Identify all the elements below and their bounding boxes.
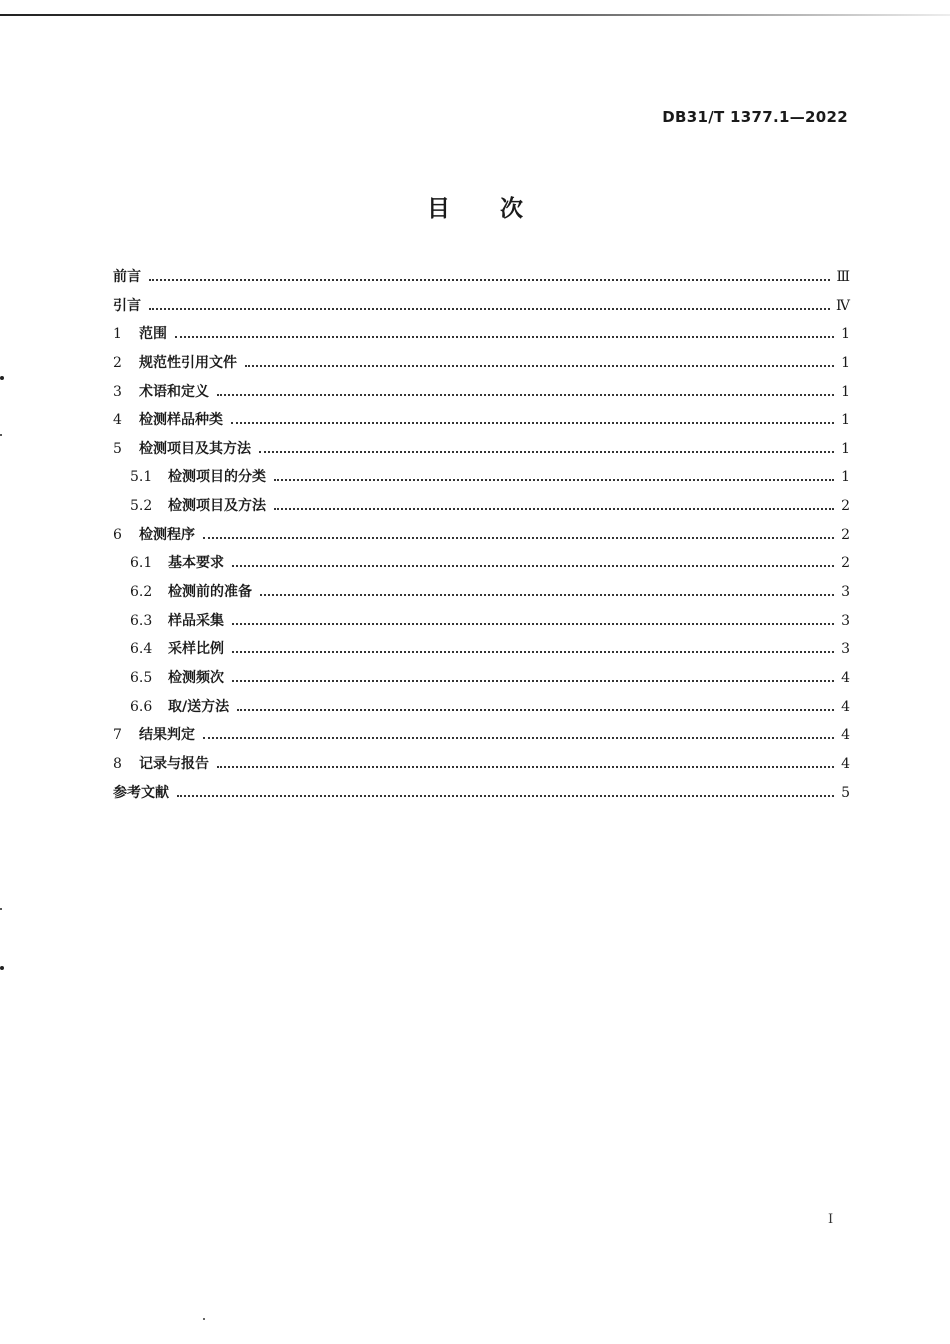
toc-entry[interactable] xyxy=(113,352,850,381)
toc-entry[interactable] xyxy=(113,753,850,782)
toc-entry-page: Ⅲ xyxy=(836,269,850,285)
toc-entry-number: 7 xyxy=(113,727,122,744)
toc-leader-dots xyxy=(177,795,834,797)
toc-entry-number: 6.1 xyxy=(130,555,153,572)
toc-leader-dots xyxy=(203,737,834,739)
toc-entry-title: 采样比例 xyxy=(168,641,224,658)
toc-leader-dots xyxy=(175,336,834,338)
toc-entry-title: 检测样品种类 xyxy=(139,412,223,429)
toc-leader-dots xyxy=(149,308,830,310)
toc-entry-title: 术语和定义 xyxy=(139,383,209,400)
toc-entry-page: 3 xyxy=(841,641,850,658)
margin-mark xyxy=(0,434,2,436)
toc-entry[interactable] xyxy=(113,466,850,495)
toc-entry-title: 检测项目及方法 xyxy=(168,498,266,515)
toc-entry-title: 取/送方法 xyxy=(168,698,230,715)
toc-entry[interactable] xyxy=(113,381,850,410)
table-of-contents xyxy=(113,266,850,810)
toc-leader-dots xyxy=(260,594,834,596)
toc-entry[interactable] xyxy=(113,696,850,725)
toc-entry[interactable] xyxy=(113,495,850,524)
toc-leader-dots xyxy=(232,623,834,625)
toc-entry-page: 1 xyxy=(841,383,850,400)
toc-entry[interactable] xyxy=(113,638,850,667)
toc-entry-page: 1 xyxy=(841,354,850,371)
toc-entry[interactable] xyxy=(113,524,850,553)
toc-entry-page: 2 xyxy=(841,526,850,543)
toc-entry-number: 6.4 xyxy=(130,641,153,658)
toc-entry-number: 3 xyxy=(113,383,122,400)
margin-mark xyxy=(0,376,4,380)
toc-entry-page: 5 xyxy=(841,784,850,801)
toc-entry-title: 检测程序 xyxy=(139,526,195,543)
document-code: DB31/T 1377.1—2022 xyxy=(662,108,848,126)
toc-entry[interactable] xyxy=(113,581,850,610)
toc-entry-page: 3 xyxy=(841,612,850,629)
toc-entry[interactable] xyxy=(113,323,850,352)
toc-entry-number: 6.5 xyxy=(130,669,153,686)
toc-leader-dots xyxy=(237,709,834,711)
toc-entry-title: 检测频次 xyxy=(168,669,224,686)
toc-entry-number: 5.1 xyxy=(130,469,153,486)
toc-leader-dots xyxy=(274,479,834,481)
toc-entry[interactable] xyxy=(113,552,850,581)
toc-entry-title: 范围 xyxy=(139,326,167,343)
toc-leader-dots xyxy=(232,565,834,567)
toc-entry-title: 基本要求 xyxy=(168,555,224,572)
margin-mark xyxy=(0,966,4,970)
toc-entry-page: 1 xyxy=(841,440,850,457)
toc-entry-number: 5 xyxy=(113,440,122,457)
toc-leader-dots xyxy=(274,508,834,510)
toc-leader-dots xyxy=(149,279,830,281)
toc-entry-page: 4 xyxy=(841,727,850,744)
toc-entry[interactable] xyxy=(113,610,850,639)
toc-entry-number: 6.6 xyxy=(130,698,153,715)
toc-entry[interactable] xyxy=(113,409,850,438)
scan-speck xyxy=(203,1318,205,1320)
toc-leader-dots xyxy=(245,365,834,367)
toc-entry-page: 2 xyxy=(841,555,850,572)
toc-entry-title: 记录与报告 xyxy=(139,755,209,772)
toc-entry[interactable] xyxy=(113,266,850,295)
toc-entry-title: 规范性引用文件 xyxy=(139,354,237,371)
toc-entry-number: 6.3 xyxy=(130,612,153,629)
toc-leader-dots xyxy=(232,680,834,682)
toc-entry-number: 5.2 xyxy=(130,498,153,515)
toc-entry-number: 6.2 xyxy=(130,584,153,601)
toc-entry-page: 2 xyxy=(841,498,850,515)
toc-entry-page: 1 xyxy=(841,412,850,429)
toc-entry-page: 1 xyxy=(841,326,850,343)
toc-entry[interactable] xyxy=(113,438,850,467)
toc-entry-title: 参考文献 xyxy=(113,784,169,801)
toc-leader-dots xyxy=(217,766,834,768)
margin-mark xyxy=(0,908,2,910)
toc-title: 目次 xyxy=(427,196,573,222)
toc-entry-title: 样品采集 xyxy=(168,612,224,629)
toc-leader-dots xyxy=(217,394,834,396)
toc-entry-page: 1 xyxy=(841,469,850,486)
toc-entry[interactable] xyxy=(113,782,850,811)
toc-leader-dots xyxy=(203,537,834,539)
toc-entry-page: 4 xyxy=(841,669,850,686)
toc-entry-page: Ⅳ xyxy=(836,297,850,314)
toc-entry-title: 结果判定 xyxy=(139,727,195,744)
toc-entry-number: 2 xyxy=(113,354,122,371)
toc-entry-page: 4 xyxy=(841,755,850,772)
toc-entry-title: 前言 xyxy=(113,269,141,285)
toc-entry[interactable] xyxy=(113,724,850,753)
toc-entry[interactable] xyxy=(113,295,850,324)
toc-entry-title: 检测项目的分类 xyxy=(168,469,266,486)
toc-entry-number: 4 xyxy=(113,412,122,429)
top-rule xyxy=(0,14,950,16)
toc-entry-page: 3 xyxy=(841,584,850,601)
toc-entry-title: 引言 xyxy=(113,297,141,314)
toc-entry-page: 4 xyxy=(841,698,850,715)
toc-entry-number: 6 xyxy=(113,526,122,543)
toc-leader-dots xyxy=(259,451,834,453)
toc-entry-number: 8 xyxy=(113,755,122,772)
toc-leader-dots xyxy=(232,651,834,653)
toc-entry-title: 检测前的准备 xyxy=(168,584,252,601)
toc-leader-dots xyxy=(231,422,834,424)
toc-entry[interactable] xyxy=(113,667,850,696)
page-number: I xyxy=(828,1212,834,1227)
toc-entry-number: 1 xyxy=(113,326,122,343)
toc-entry-title: 检测项目及其方法 xyxy=(139,440,251,457)
